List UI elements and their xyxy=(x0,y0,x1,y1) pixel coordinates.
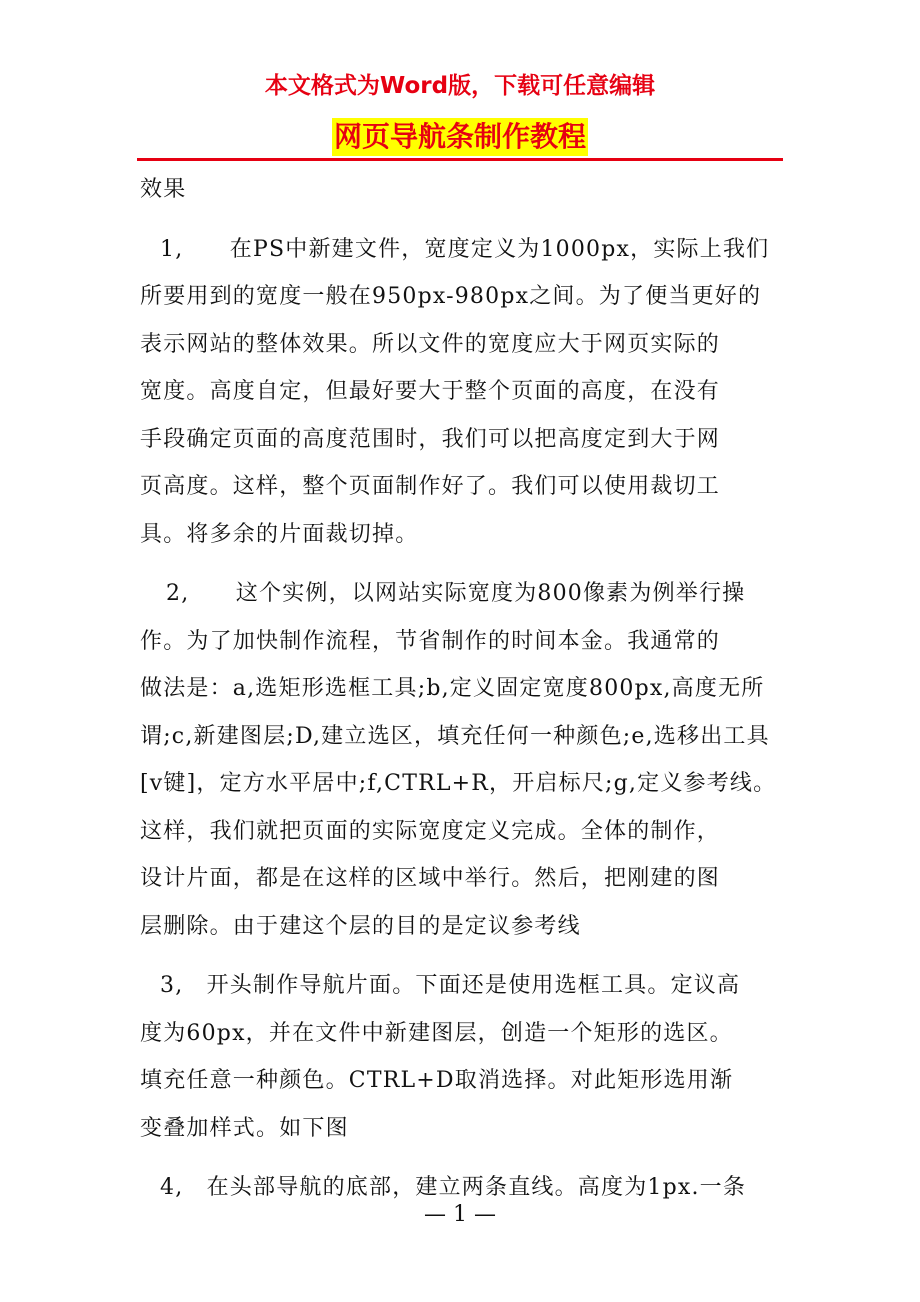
paragraph-line: 填充任意一种颜色。CTRL+D取消选择。对此矩形选用渐 xyxy=(140,1068,734,1093)
paragraph-line: 具。将多余的片面裁切掉。 xyxy=(140,521,419,547)
paragraph-line: 页高度。这样，整个页面制作好了。我们可以使用裁切工 xyxy=(140,474,721,499)
paragraph-line: 变叠加样式。如下图 xyxy=(140,1115,349,1141)
paragraph-line: 宽度。高度自定，但最好要大于整个页面的高度，在没有 xyxy=(140,379,721,404)
paragraph-line: 度为60px，并在文件中新建图层，创造一个矩形的选区。 xyxy=(140,1020,733,1046)
paragraph-line: 手段确定页面的高度范围时，我们可以把高度定到大于网 xyxy=(140,426,721,452)
title-container xyxy=(0,118,920,156)
download-banner: 本文格式为Word版，下载可任意编辑 xyxy=(264,73,656,99)
paragraph-line: 2, 这个实例，以网站实际宽度为800像素为例举行操 xyxy=(166,581,746,606)
paragraph-line: 4, 在头部导航的底部，建立两条直线。高度为1px.一条 xyxy=(160,1175,747,1200)
paragraph-line: 表示网站的整体效果。所以文件的宽度应大于网页实际的 xyxy=(140,331,721,357)
paragraph-line: 层删除。由于建这个层的目的是定议参考线 xyxy=(140,913,581,939)
paragraph-line: 谓;c,新建图层;D,建立选区，填充任何一种颜色;e,选移出工具 xyxy=(140,723,770,749)
paragraph-line: 所要用到的宽度一般在950px-980px之间。为了便当更好的 xyxy=(140,284,762,309)
paragraph-step-2 xyxy=(140,570,785,950)
paragraph-line: 效果 xyxy=(140,177,187,202)
paragraph-line: 这样，我们就把页面的实际宽度定义完成。全体的制作， xyxy=(140,818,721,844)
title-underline xyxy=(137,158,783,161)
document-body xyxy=(140,166,785,1212)
paragraph-line: 3, 开头制作导航片面。下面还是使用选框工具。定议高 xyxy=(160,973,741,998)
paragraph-effect xyxy=(140,166,785,214)
paragraph-line: 设计片面，都是在这样的区域中举行。然后，把刚建的图 xyxy=(140,866,721,891)
document-title: 网页导航条制作教程 xyxy=(332,118,588,156)
paragraph-line: 做法是：a,选矩形选框工具;b,定义固定宽度800px,高度无所 xyxy=(140,676,765,701)
paragraph-step-3 xyxy=(140,962,785,1152)
paragraph-line: 作。为了加快制作流程，节省制作的时间本金。我通常的 xyxy=(140,628,721,654)
paragraph-line: [v键]，定方水平居中;f,CTRL+R，开启标尺;g,定义参考线。 xyxy=(140,771,777,796)
paragraph-step-1 xyxy=(140,226,785,559)
paragraph-line: 1, 在PS中新建文件，宽度定义为1000px，实际上我们 xyxy=(160,236,770,262)
page-number: — 1 — xyxy=(424,1202,496,1227)
